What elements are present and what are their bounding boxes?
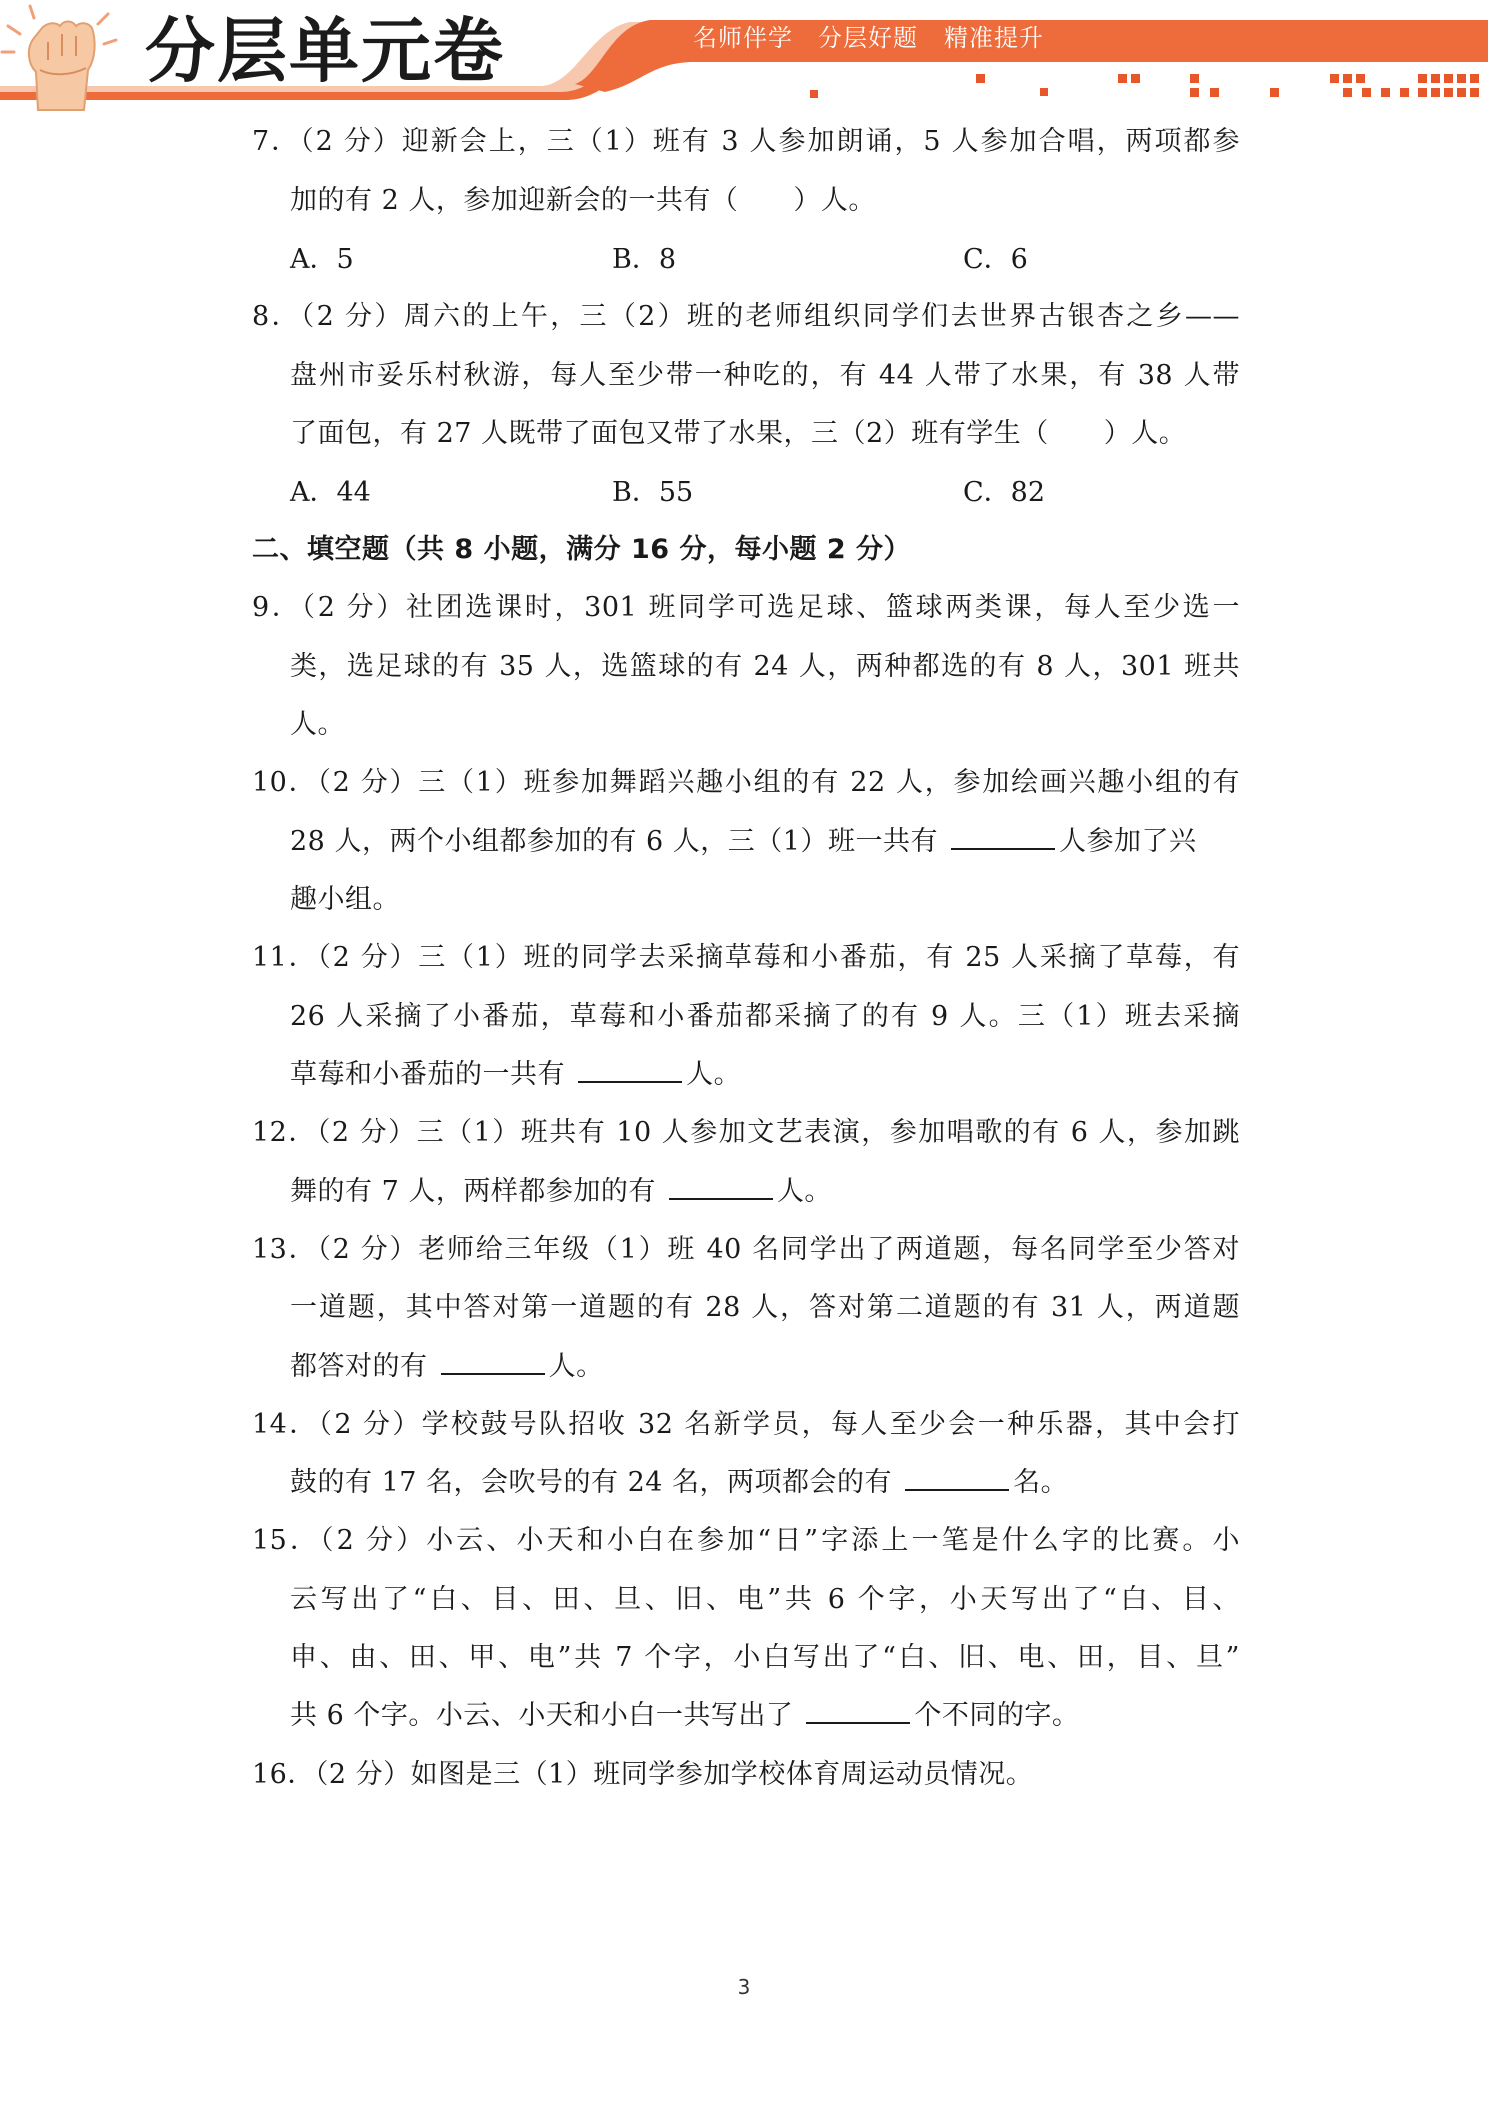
answer-blank[interactable] [806, 1696, 910, 1724]
question-line: 一道题，其中答对第一道题的有 28 人，答对第二道题的有 31 人，两道题 [290, 1292, 1240, 1323]
question-line [290, 1347, 604, 1387]
question-text: 共 6 个字。小云、小天和小白一共写出了 [290, 1700, 794, 1731]
question-line [290, 1172, 832, 1212]
question-line: 8．（2 分）周六的上午，三（2）班的老师组织同学们去世界古银杏之乡—— [252, 301, 1240, 332]
question-line: 10．（2 分）三（1）班参加舞蹈兴趣小组的有 22 人，参加绘画兴趣小组的有 [252, 767, 1240, 798]
answer-blank[interactable] [441, 1347, 545, 1375]
question-text: 人。 [776, 1176, 832, 1207]
question-text: 人。 [686, 1059, 742, 1090]
option-c: C．82 [963, 477, 1046, 508]
page-header [0, 0, 1488, 118]
question-line [290, 822, 1197, 862]
question-line: 云写出了“白、目、田、旦、旧、电”共 6 个字，小天写出了“白、目、 [290, 1584, 1240, 1615]
section-heading: 二、填空题（共 8 小题，满分 16 分，每小题 2 分） [252, 534, 912, 565]
question-line: 26 人采摘了小番茄，草莓和小番茄都采摘了的有 9 人。三（1）班去采摘 [290, 1001, 1240, 1032]
question-text: 28 人，两个小组都参加的有 6 人，三（1）班一共有 [290, 826, 938, 857]
question-text: 个不同的字。 [914, 1700, 1080, 1731]
question-line: 15．（2 分）小云、小天和小白在参加“日”字添上一笔是什么字的比赛。小 [252, 1525, 1240, 1556]
question-line: 申、由、田、甲、电”共 7 个字，小白写出了“白、旧、电、田，目、旦” [290, 1642, 1240, 1673]
answer-blank[interactable] [578, 1055, 682, 1083]
question-line: 7．（2 分）迎新会上，三（1）班有 3 人参加朗诵，5 人参加合唱，两项都参 [252, 126, 1240, 157]
page-number: 3 [737, 1975, 751, 1999]
question-line: 类，选足球的有 35 人，选篮球的有 24 人，两种都选的有 8 人，301 班共 [290, 651, 1240, 682]
question-line [290, 1696, 1079, 1736]
option-a: A．44 [290, 477, 371, 508]
question-text: 舞的有 7 人，两样都参加的有 [290, 1176, 656, 1207]
question-line: 11．（2 分）三（1）班的同学去采摘草莓和小番茄，有 25 人采摘了草莓，有 [252, 942, 1240, 973]
question-line: 13．（2 分）老师给三年级（1）班 40 名同学出了两道题，每名同学至少答对 [252, 1234, 1240, 1265]
answer-blank[interactable] [951, 822, 1055, 850]
question-text: 草莓和小番茄的一共有 [290, 1059, 565, 1090]
question-text: 人参加了兴 [1059, 826, 1197, 857]
slogan-2: 分层好题 [818, 24, 918, 52]
question-line: 加的有 2 人，参加迎新会的一共有（ ）人。 [290, 185, 876, 216]
question-line: 9．（2 分）社团选课时，301 班同学可选足球、篮球两类课，每人至少选一 [252, 592, 1240, 623]
brand-title: 分层单元卷 [145, 10, 505, 92]
question-text: 鼓的有 17 名，会吹号的有 24 名，两项都会的有 [290, 1467, 893, 1498]
question-text: 都答对的有 [290, 1351, 428, 1382]
option-c: C．6 [963, 244, 1028, 275]
question-text: 名。 [1013, 1467, 1069, 1498]
answer-blank[interactable] [669, 1172, 773, 1200]
option-b: B．55 [612, 477, 694, 508]
question-line: 盘州市妥乐村秋游，每人至少带一种吃的，有 44 人带了水果，有 38 人带 [290, 360, 1240, 391]
question-line: 趣小组。 [290, 884, 400, 915]
question-line: 14．（2 分）学校鼓号队招收 32 名新学员，每人至少会一种乐器，其中会打 [252, 1409, 1240, 1440]
slogan-1: 名师伴学 [693, 24, 793, 52]
question-line: 12．（2 分）三（1）班共有 10 人参加文艺表演，参加唱歌的有 6 人，参加跳 [252, 1117, 1240, 1148]
question-text: 人。 [548, 1351, 604, 1382]
question-line: 16．（2 分）如图是三（1）班同学参加学校体育周运动员情况。 [252, 1759, 1034, 1790]
question-line: 了面包，有 27 人既带了面包又带了水果，三（2）班有学生（ ）人。 [290, 418, 1187, 449]
question-line: 人。 [290, 709, 345, 740]
slogan-3: 精准提升 [944, 24, 1044, 52]
question-line [290, 1463, 1068, 1503]
answer-blank[interactable] [905, 1463, 1009, 1491]
option-a: A．5 [290, 244, 354, 275]
option-b: B．8 [612, 244, 677, 275]
question-line [290, 1055, 741, 1095]
